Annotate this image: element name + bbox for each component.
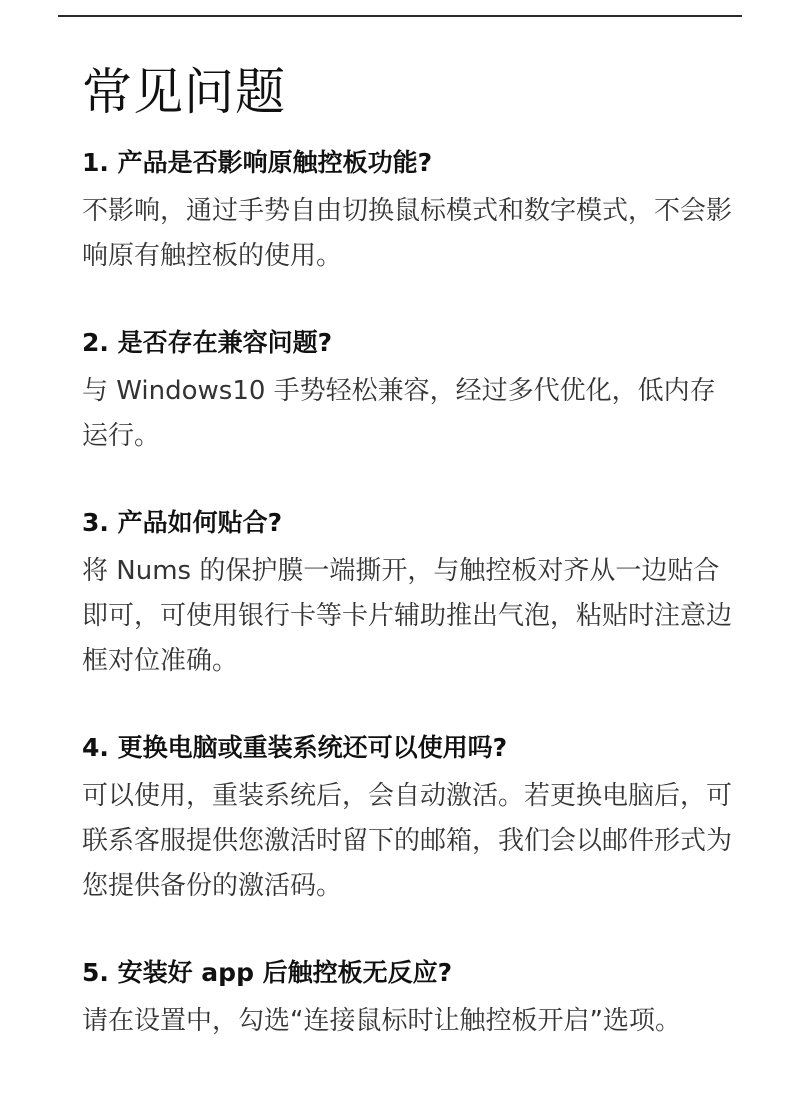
- faq-question: 3. 产品如何贴合?: [82, 508, 283, 537]
- faq-item: [82, 725, 732, 909]
- faq-question: 4. 更换电脑或重装系统还可以使用吗?: [82, 733, 508, 762]
- faq-item: [82, 320, 732, 459]
- faq-answer: 将 Nums 的保护膜一端撕开，与触控板对齐从一边贴合即可，可使用银行卡等卡片辅助推出气泡，粘贴时注意边框对位准确。: [82, 556, 733, 676]
- top-divider: [58, 15, 742, 17]
- faq-answer: 与 Windows10 手势轻松兼容，经过多代优化，低内存运行。: [82, 376, 716, 451]
- faq-answer: 请在设置中，勾选“连接鼠标时让触控板开启”选项。: [82, 1006, 681, 1036]
- faq-question: 2. 是否存在兼容问题?: [82, 328, 333, 357]
- faq-item: [82, 950, 732, 1044]
- faq-item: [82, 140, 732, 279]
- faq-item: [82, 500, 732, 684]
- faq-question: 1. 产品是否影响原触控板功能?: [82, 148, 433, 177]
- faq-answer: 不影响，通过手势自由切换鼠标模式和数字模式，不会影响原有触控板的使用。: [82, 196, 733, 271]
- page-title: 常见问题: [82, 63, 286, 121]
- faq-answer: 可以使用，重装系统后，会自动激活。若更换电脑后，可联系客服提供您激活时留下的邮箱，我们会以邮件形式为您提供备份的激活码。: [82, 781, 733, 901]
- faq-list: [82, 140, 732, 1085]
- faq-question: 5. 安装好 app 后触控板无反应?: [82, 958, 453, 987]
